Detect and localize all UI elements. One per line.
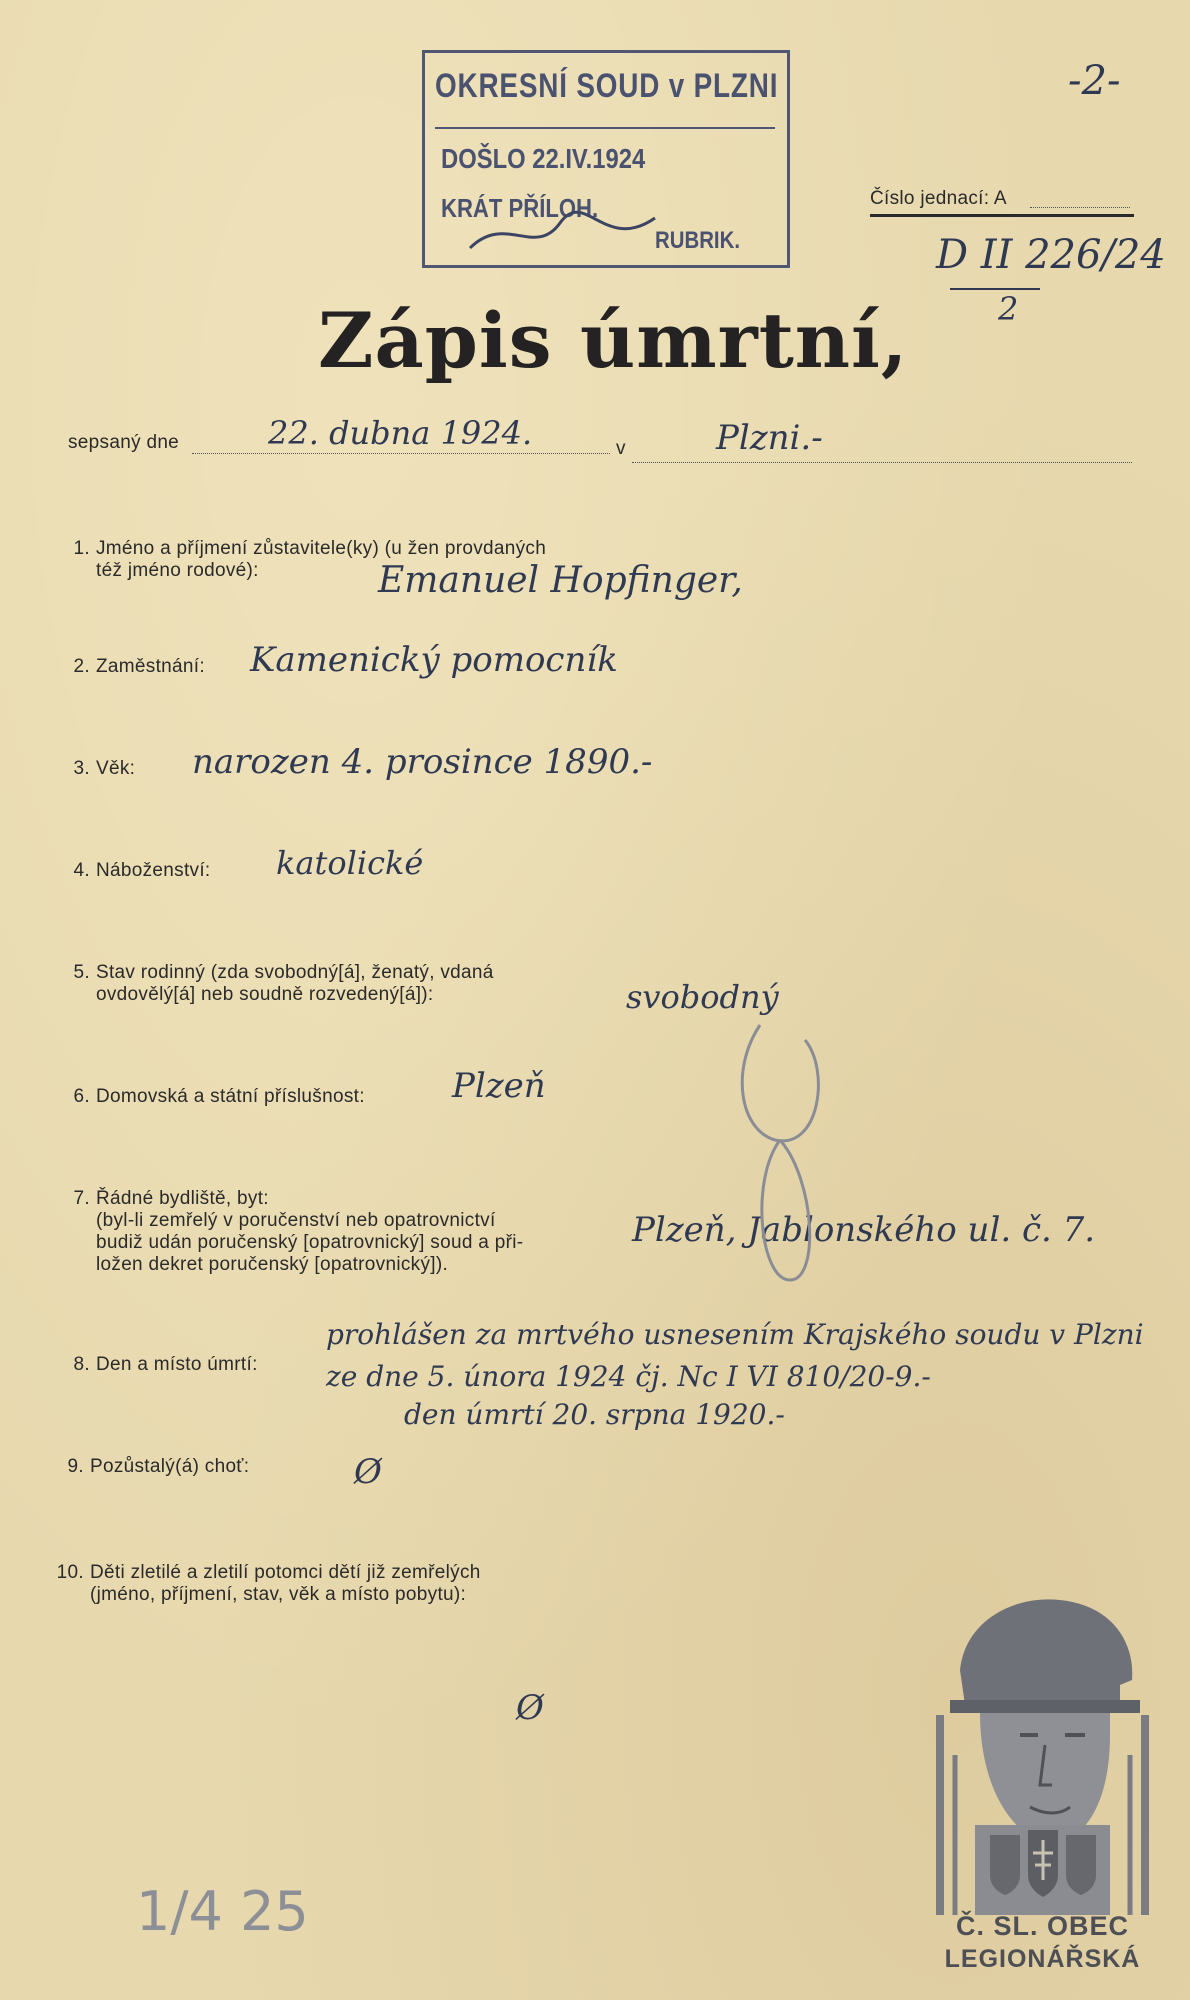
stamp-signature-scribble — [465, 203, 665, 263]
field-1-deceased-name: Emanuel Hopfinger, — [378, 560, 743, 601]
soldier-helmet-icon — [920, 1585, 1165, 1915]
field-8-death-line-2: ze dne 5. února 1924 čj. Nc I VI 810/20-9.- — [326, 1360, 931, 1393]
stamp-attachments: KRÁT PŘÍLOH. — [441, 193, 599, 223]
field-6-citizenship: Plzeň — [452, 1066, 546, 1106]
case-number-rule — [870, 214, 1134, 217]
pencil-mark — [720, 1010, 850, 1300]
legion-emblem-watermark — [920, 1585, 1165, 1985]
field-10-children: Ø — [516, 1688, 544, 1728]
emblem-line-2: LEGIONÁŘSKÁ — [944, 1945, 1141, 1973]
case-number-underline — [950, 288, 1040, 290]
dated-dots — [192, 453, 610, 454]
field-5-marital-status: svobodný — [626, 978, 779, 1016]
stamp-court-name: OKRESNÍ SOUD v PLZNI — [435, 67, 779, 105]
field-8-death-line-1: prohlášen za mrtvého usnesením Krajského soudu v Plzni — [326, 1318, 1144, 1351]
dated-label: sepsaný dne — [68, 432, 180, 453]
field-10-label: 10. Děti zletilé a zletilí potomci dětí již zemřelých (jméno, příjmení, stav, věk a místo pobytu): — [56, 1562, 481, 1605]
pencil-note: 1/4 25 — [136, 1880, 309, 1943]
field-8-label: 8. Den a místo úmrtí: — [73, 1354, 258, 1375]
place-value: Plzni.- — [716, 418, 823, 458]
field-2-occupation: Kamenický pomocník — [250, 640, 618, 680]
field-9-label: 9. Pozůstalý(á) choť: — [67, 1456, 250, 1477]
field-1-label: 1. Jméno a příjmení zůstavitele(ky) (u žen provdaných též jméno rodové): — [73, 538, 547, 581]
field-6-label: 6. Domovská a státní příslušnost: — [73, 1086, 365, 1107]
dated-value: 22. dubna 1924. — [268, 414, 533, 452]
case-number-dots — [1030, 207, 1130, 208]
field-3-label: 3. Věk: — [73, 758, 136, 779]
court-receipt-stamp — [422, 50, 790, 268]
field-7-label: 7. Řádné bydliště, byt: (byl-li zemřelý v poručenství neb opatrovnictví budiž udán poručenský [opatrovnický] soud a při- ložen dekret poručenský [opatrovnický]). — [73, 1188, 524, 1275]
place-label: v — [616, 438, 626, 459]
field-3-age: narozen 4. prosince 1890.- — [192, 742, 653, 782]
field-4-label: 4. Náboženství: — [73, 860, 211, 881]
stamp-rubrics: RUBRIK. — [655, 227, 740, 254]
emblem-line-1: Č. SL. OBEC — [955, 1911, 1129, 1941]
field-2-label: 2. Zaměstnání: — [73, 656, 205, 677]
document-title: Zápis úmrtní, — [318, 296, 909, 385]
field-8-death-line-3: den úmrtí 20. srpna 1920.- — [404, 1398, 785, 1431]
field-9-spouse: Ø — [354, 1452, 382, 1492]
stamp-received-date: DOŠLO 22.IV.1924 — [441, 143, 646, 174]
case-number-sub: 2 — [998, 290, 1019, 328]
field-5-label: 5. Stav rodinný (zda svobodný[á], ženatý, vdaná ovdovělý[á] neb soudně rozvedený[á]): — [73, 962, 494, 1005]
place-dots — [632, 462, 1132, 463]
field-4-religion: katolické — [276, 844, 424, 882]
field-7-residence: Plzeň, Jablonského ul. č. 7. — [632, 1210, 1096, 1250]
case-number-value: D II 226/24 — [936, 232, 1166, 278]
page-number: -2- — [1068, 58, 1121, 104]
case-number-label: Číslo jednací: A — [870, 188, 1007, 209]
stamp-divider — [435, 127, 775, 129]
